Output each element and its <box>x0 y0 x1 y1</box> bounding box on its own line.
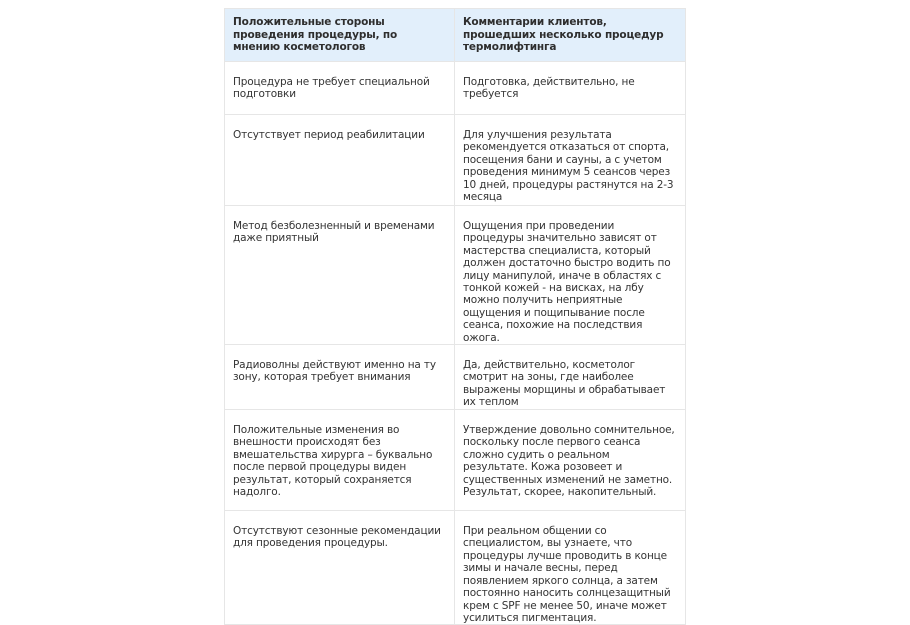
comment-cell: Да, действительно, косметолог смотрит на зоны, где наиболее выражены морщины и обрабатывает их теплом <box>455 345 686 410</box>
claim-cell: Отсутствует период реабилитации <box>225 115 455 206</box>
table-row <box>225 115 686 206</box>
table-row <box>225 345 686 410</box>
comment-cell: Утверждение довольно сомнительное, поскольку после первого сеанса сложно судить о реальном результате. Кожа розовеет и существенных изменений не заметно. Результат, скорее, накопительный. <box>455 410 686 511</box>
table-row <box>225 62 686 115</box>
header-cosmetologist-claims: Положительные стороны проведения процедуры, по мнению косметологов <box>225 9 455 62</box>
comment-cell: При реальном общении со специалистом, вы узнаете, что процедуры лучше проводить в конце зимы и начале весны, перед появлением яркого солнца, а затем постоянно наносить солнцезащитный крем с SPF не менее 50, иначе может усилиться пигментация. <box>455 511 686 625</box>
comment-cell: Подготовка, действительно, не требуется <box>455 62 686 115</box>
table-row <box>225 511 686 625</box>
claim-cell: Положительные изменения во внешности происходят без вмешательства хирурга – буквально после первой процедуры виден результат, который сохраняется надолго. <box>225 410 455 511</box>
comment-cell: Ощущения при проведении процедуры значительно зависят от мастерства специалиста, который должен достаточно быстро водить по лицу манипулой, иначе в областях с тонкой кожей - на висках, на лбу можно получить неприятные ощущения и пощипывание после сеанса, похожие на последствия ожога. <box>455 206 686 345</box>
claim-cell: Отсутствуют сезонные рекомендации для проведения процедуры. <box>225 511 455 625</box>
comment-cell: Для улучшения результата рекомендуется отказаться от спорта, посещения бани и сауны, а с учетом проведения минимум 5 сеансов через 10 дней, процедуры растянутся на 2-3 месяца <box>455 115 686 206</box>
table-row <box>225 410 686 511</box>
claim-cell: Радиоволны действуют именно на ту зону, которая требует внимания <box>225 345 455 410</box>
table-header <box>225 9 686 62</box>
claim-cell: Метод безболезненный и временами даже приятный <box>225 206 455 345</box>
table-row <box>225 206 686 345</box>
header-client-comments: Комментарии клиентов, прошедших несколько процедур термолифтинга <box>455 9 686 62</box>
claim-cell: Процедура не требует специальной подготовки <box>225 62 455 115</box>
comparison-table <box>224 8 686 625</box>
